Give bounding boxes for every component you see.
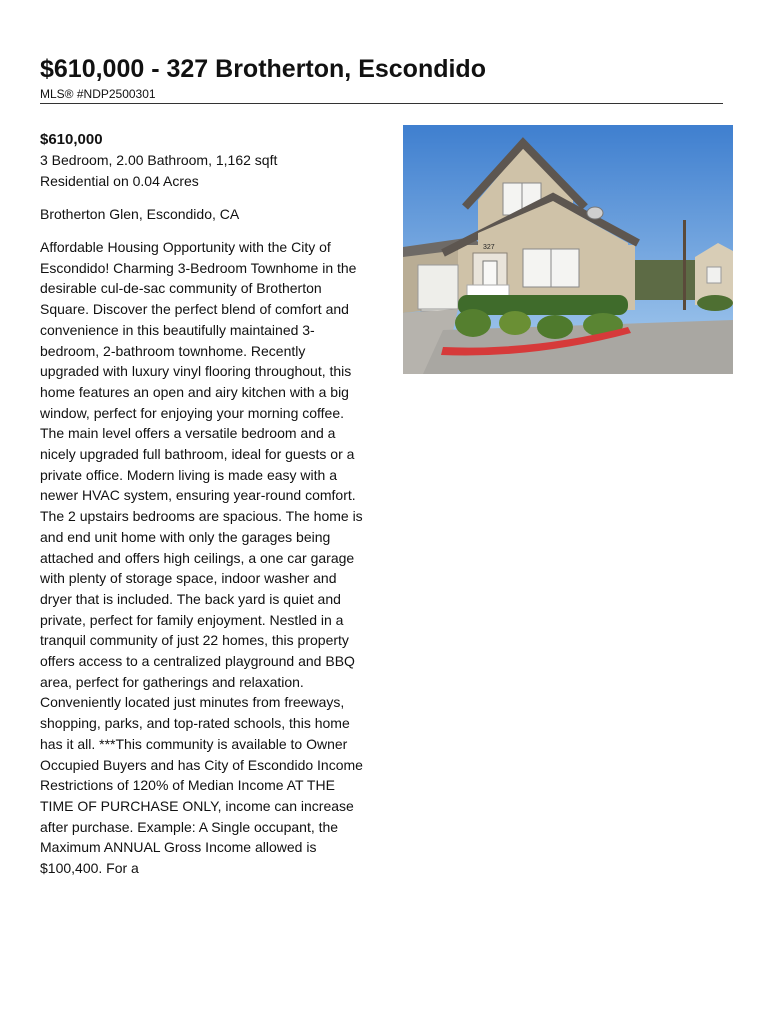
mls-number: MLS® #NDP2500301 bbox=[40, 87, 156, 101]
satellite-dish bbox=[587, 207, 603, 219]
garage-door bbox=[418, 265, 458, 309]
listing-header bbox=[40, 54, 723, 101]
townhome-photo-illustration bbox=[403, 125, 733, 374]
shrub-2 bbox=[499, 311, 531, 335]
property-photo bbox=[403, 125, 733, 374]
shrub-1 bbox=[455, 309, 491, 337]
property-description: Affordable Housing Opportunity with the City of Escondido! Charming 3-Bedroom Townhome in the desirable cul-de-sac community of Brotherton Square. Discover the perfect blend of comfort and convenience in this beautifully maintained 3-bedroom, 2-bathroom townhome. Recently upgraded with luxury vinyl flooring throughout, this home features an open and airy kitchen with a big window, perfect for enjoying your morning coffee. The main level offers a versatile bedroom and a nicely upgraded full bathroom, ideal for guests or a private office. Modern living is made easy with a newer HVAC system, ensuring year-round comfort. The 2 upstairs bedrooms are spacious. The home is and end unit home with only the garages being attached and offers high ceilings, a one car garage with plenty of storage space, indoor washer and dryer that is included. The back yard is quiet and private, perfect for family enjoyment. Nestled in a tranquil community of just 22 homes, this property offers access to a centralized playground and BBQ area, perfect for gatherings and relaxation. Conveniently located just minutes from freeways, shopping, parks, and top-rated schools, this home has it all. ***This community is available to Owner Occupied Buyers and has City of Escondido Income Restrictions of 120% of Median Income AT THE TIME OF PURCHASE ONLY, income can increase after purchase. Example: A Single occupant, the Maximum ANNUAL Gross Income allowed is $100,400. For a bbox=[40, 239, 363, 877]
listing-details bbox=[40, 130, 370, 879]
property-type-lot: Residential on 0.04 Acres bbox=[40, 173, 199, 189]
shrub-3 bbox=[537, 315, 573, 339]
beds-baths-sqft: 3 Bedroom, 2.00 Bathroom, 1,162 sqft bbox=[40, 152, 278, 168]
shrub-5 bbox=[697, 295, 733, 311]
utility-pole bbox=[683, 220, 686, 310]
right-neighbor-window bbox=[707, 267, 721, 283]
property-location: Brotherton Glen, Escondido, CA bbox=[40, 206, 240, 222]
listing-price: $610,000 bbox=[40, 131, 103, 148]
page-title: $610,000 - 327 Brotherton, Escondido bbox=[40, 55, 486, 83]
house-number: 327 bbox=[483, 244, 495, 251]
header-divider bbox=[40, 103, 723, 104]
